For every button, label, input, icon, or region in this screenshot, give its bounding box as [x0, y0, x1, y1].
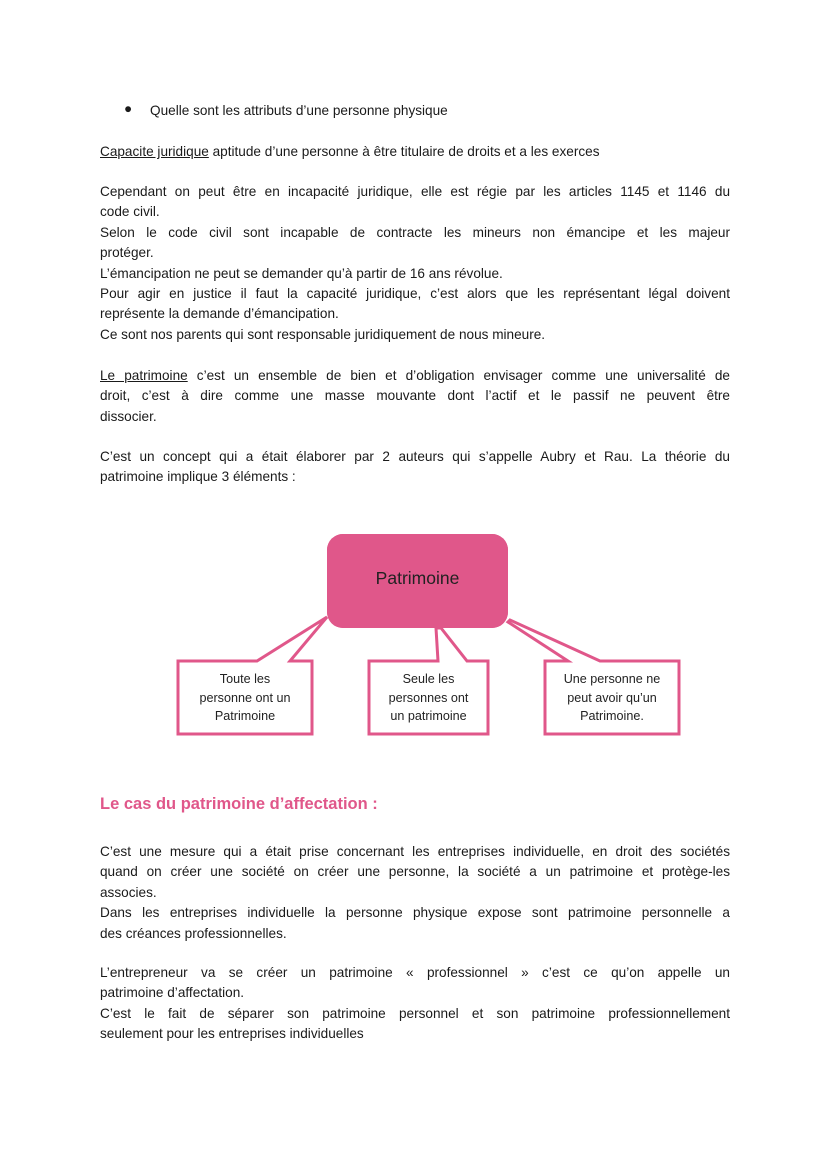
text-line: droit, c’est à dire comme une masse mouvante dont l’actif et le passif ne peuvent être [100, 388, 730, 404]
paragraph-entrepreneur [100, 963, 730, 1045]
bullet-question: Quelle sont les attributs d’une personne physique [150, 103, 448, 118]
text-line: L’entrepreneur va se créer un patrimoine « professionnel » c’est ce qu’on appelle un [100, 965, 730, 980]
text-line: dissocier. [100, 408, 157, 424]
section-heading: Le cas du patrimoine d’affectation : [100, 795, 378, 813]
text-line: Patrimoine [214, 709, 276, 724]
text-line: quand on créer une société on créer une personne, la société a un patrimoine et protège-les [100, 864, 730, 880]
text-line: un patrimoine [390, 709, 467, 724]
text-line: patrimoine d’affectation. [100, 985, 245, 1001]
capacite-text: aptitude d’une personne à être titulaire de droits et a les exerces [208, 144, 600, 159]
text-line: des créances professionnelles. [100, 925, 287, 941]
text-line: seulement pour les entreprises individuelles [100, 1026, 364, 1042]
text-line: C’est une mesure qui a était prise concernant les entreprises individuelle, en droit des sociétés [100, 844, 730, 859]
text-line: C’est le fait de séparer son patrimoine personnel et son patrimoine professionnellement [100, 1005, 730, 1021]
center-box-label: Patrimoine [375, 568, 460, 588]
box-label-right [545, 670, 679, 726]
bullet-icon: ● [124, 101, 133, 116]
text-line: Pour agir en justice il faut la capacité juridique, c’est alors que les représentant légal doivent [100, 286, 730, 302]
text-line: Toute les [219, 672, 271, 686]
box-label-middle [369, 670, 488, 726]
text-line: peut avoir qu’un [567, 690, 657, 705]
text-line: L’émancipation ne peut se demander qu’à partir de 16 ans révolue. [100, 265, 503, 281]
text-span: c’est un ensemble de bien et d’obligation envisager comme une universalité de [187, 368, 730, 383]
text-line: Ce sont nos parents qui sont responsable juridiquement de nous mineure. [100, 326, 546, 342]
box-label-left [178, 670, 312, 726]
text-line: associes. [100, 884, 157, 900]
paragraph-mesure [100, 842, 730, 944]
text-line: personne ont un [199, 690, 291, 705]
text-line: code civil. [100, 204, 160, 220]
text-line: Patrimoine. [580, 709, 644, 724]
text-line: C’est un concept qui a était élaborer par 2 auteurs qui s’appelle Aubry et Rau. La théorie du [100, 449, 730, 464]
patrimoine-term: Le patrimoine [100, 368, 188, 383]
text-line: représente la demande d’émancipation. [100, 306, 339, 322]
text-line: Dans les entreprises individuelle la personne physique expose sont patrimoine personnelle a [100, 905, 730, 921]
text-line: personnes ont [388, 690, 469, 705]
text-line: protéger. [100, 245, 154, 261]
text-line: Cependant on peut être en incapacité juridique, elle est régie par les articles 1145 et 1146 du [100, 184, 730, 199]
text-line: Selon le code civil sont incapable de contracte les mineurs non émancipe et les majeur [100, 224, 730, 240]
capacite-term: Capacite juridique [100, 144, 209, 159]
text-line: patrimoine implique 3 éléments : [100, 469, 296, 485]
text-line: Seule les [402, 672, 455, 686]
text-line: Une personne ne [563, 672, 661, 686]
